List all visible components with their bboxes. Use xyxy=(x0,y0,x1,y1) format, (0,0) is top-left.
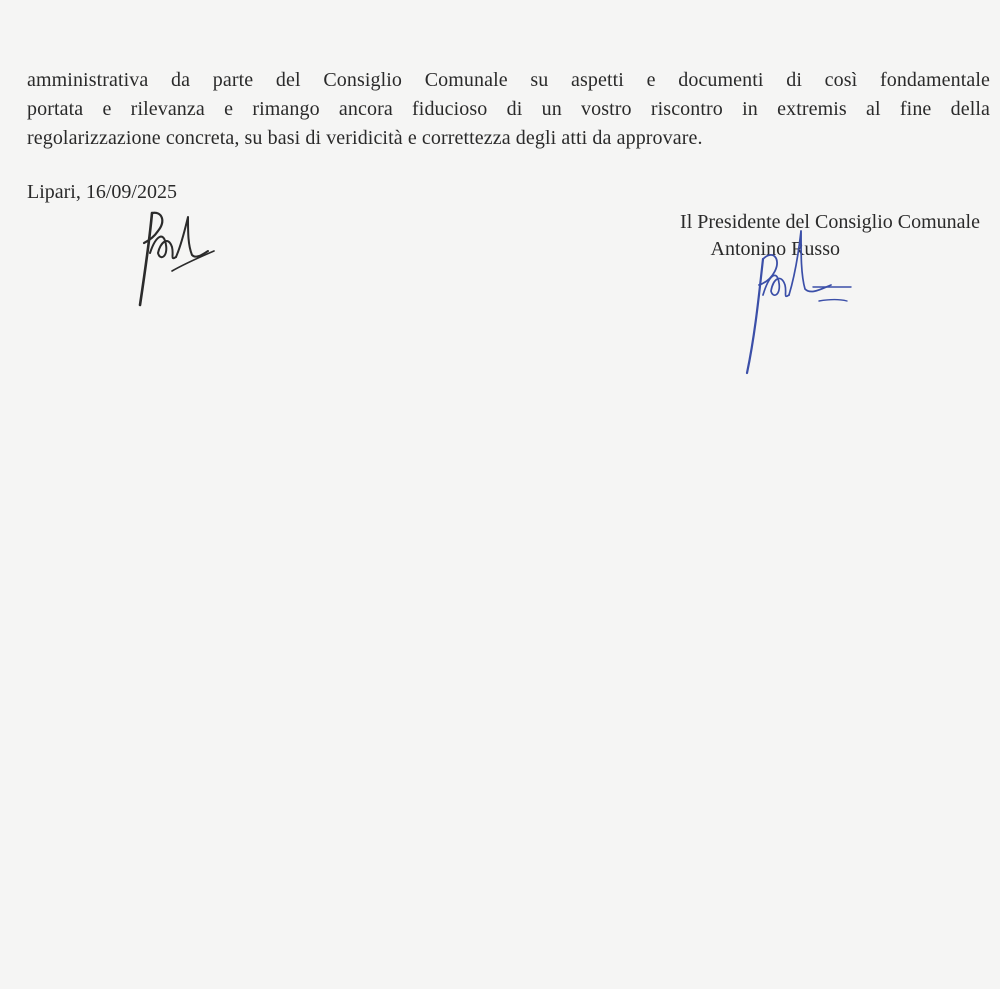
signatory-role: Il Presidente del Consiglio Comunale xyxy=(680,211,980,233)
signatory-name: Antonino Russo xyxy=(710,238,840,260)
body-line-1: amministrativa da parte del Consiglio Comunale su aspetti e documenti di così fondamentale xyxy=(27,69,990,91)
body-line-3: regolarizzazione concreta, su basi di veridicità e correttezza degli atti da approvare. xyxy=(27,127,703,149)
letter-body xyxy=(27,66,990,153)
handwritten-signature-right xyxy=(735,225,860,380)
body-line-2: portata e rilevanza e rimango ancora fiducioso di un vostro riscontro in extremis al fine della xyxy=(27,98,990,120)
handwritten-signature-left xyxy=(130,205,220,315)
place-date: Lipari, 16/09/2025 xyxy=(27,181,177,203)
